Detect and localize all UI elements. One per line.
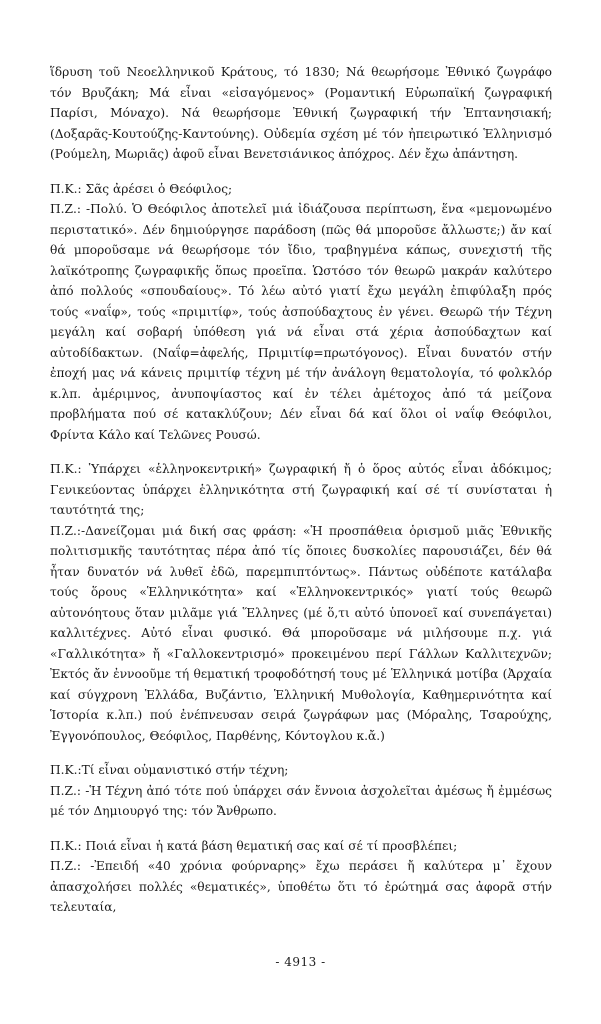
- answer-theophilos: Π.Ζ.: -Πολύ. Ὁ Θεόφιλος ἀποτελεῖ μιά ἰδιάζουσα περίπτωση, ἕνα «μεμονωμένο περιστατικό». Δέν δημιούργησε παράδοση (πῶς θά μποροῦσε ἄλλωστε;) ἄν καί θά μποροῦσαμε νά θεωρήσομε τόν ἴδιο, τραβηγμένα κάπως, συνεχιστή τῆς λαϊκότροπης ζωγραφικῆς ὅπως προεῖπα. Ὡστόσο τόν θεωρῶ μακράν καλύτερο ἀπό πολλούς «σπουδαίους». Τό λέω αὐτό γιατί ἔχω μεγάλη ἐπιφύλαξη πρός τούς «ναΐφ», τούς «πριμιτίφ», τούς ἀσπούδαχτους ἐν γένει. Θεωρῶ τήν Τέχνη μεγάλη καί σοβαρή ὑπόθεση γιά νά εἶναι στά χέρια ἀσπούδαχτων καί αὐτοδίδακτων. (Ναΐφ=ἀφελής, Πριμιτίφ=πρωτόγονος). Εἶναι δυνατόν στήν ἐποχή μας νά κάνεις πριμιτίφ τέχνη μέ τήν ἀνάλογη θεματολογία, τό φολκλόρ κ.λπ. ἀμέριμνος, ἀνυποψίαστος καί ἐν τέλει ἀμέτοχος ἀπό τά μείζονα προβλήματα πού σέ κατακλύζουν; Δέν εἶναι δά καί ὅλοι οἱ ναΐφ Θεόφιλοι, Φρίντα Κάλο καί Τελῶνες Ρουσώ.: [50, 202, 552, 442]
- page-number: - 4913 -: [275, 955, 326, 969]
- answer-humanist: Π.Ζ.: -Ἡ Τέχνη ἀπό τότε πού ὑπάρχει σάν ἔννοια ἀσχολεῖται ἀμέσως ἤ ἐμμέσως μέ τόν Δημιουργό της: τόν Ἄνθρωπο.: [50, 783, 552, 818]
- paragraph-opening: ἵδρυση τοῦ Νεοελληνικοῦ Κράτους, τό 1830; Νά θεωρήσομε Ἐθνικό ζωγράφο τόν Βρυζάκη; Μά εἶναι «εἰσαγόμενος» (Ρομαντική Εὐρωπαϊκή ζωγραφική Παρίσι, Μόναχο). Νά θεωρήσομε Ἐθνική ζωγραφική τήν Ἑπτανησιακή; (Δοξαρᾶς-Κουτούζης-Καντούνης). Οὐδεμία σχέση μέ τόν ἠπειρωτικό Ἑλληνισμό (Ρούμελη, Μωριᾶς) ἀφοῦ εἶναι Βενετσιάνικος ἀπόχρος. Δέν ἔχω ἀπάντηση.: [50, 65, 552, 161]
- body-text: [50, 62, 552, 918]
- question-theophilos: Π.Κ.: Σᾶς ἀρέσει ὁ Θεόφιλος;: [50, 181, 233, 196]
- question-thematic: Π.Κ.: Ποιά εἶναι ἡ κατά βάση θεματική σας καί σέ τί προσβλέπει;: [50, 838, 458, 853]
- question-hellenocentric: Π.Κ.: Ὑπάρχει «ἑλληνοκεντρική» ζωγραφική ἤ ὁ ὅρος αὐτός εἶναι ἀδόκιμος; Γενικεύοντας ὑπάρχει ἑλληνικότητα στή ζωγραφική καί σέ τί συνίσταται ἡ ταυτότητά της;: [50, 462, 552, 517]
- answer-thematic: Π.Ζ.: -Ἐπειδή «40 χρόνια φούρναρης» ἔχω περάσει ἤ καλύτερα μ᾽ ἔχουν ἀπασχολήσει πολλές «θεματικές», ὑποθέτω ὅτι τό ἐρώτημά σας ἀφορᾶ στήν τελευταία,: [50, 859, 552, 914]
- question-humanist: Π.Κ.:Τί εἶναι οὑμανιστικό στήν τέχνη;: [50, 763, 289, 777]
- answer-hellenocentric: Π.Ζ.:-Δανείζομαι μιά δική σας φράση: «Ἡ προσπάθεια ὁρισμοῦ μιᾶς Ἐθνικῆς πολιτισμικῆς ταυτότητας πέρα ἀπό τίς ὅποιες δυσκολίες παρουσιάζει, δέν θά ἦταν δυνατόν νά λυθεῖ ἐδῶ, παρεμπιπτόντως». Πάντως οὐδέποτε κατάλαβα τούς ὅρους «Ἑλληνικότητα» καί «Ἑλληνοκεντρικός» γιατί τούς θεωρῶ αὐτονόητους ὅταν μιλᾶμε γιά Ἕλληνες (μέ ὅ,τι αὐτό ὑπονοεῖ καί συνεπάγεται) καλλιτέχνες. Αὐτό εἶναι φυσικό. Θά μποροῦσαμε νά μιλήσουμε π.χ. γιά «Γαλλικότητα» ἤ «Γαλλοκεντρισμό» προκειμένου περί Γάλλων Καλλιτεχνῶν; Ἐκτός ἄν ἐννοοῦμε τή θεματική τροφοδότησή τους μέ Ἑλληνικά μοτίβα (Ἀρχαία καί σύγχρονη Ἑλλάδα, Βυζάντιο, Ἑλληνική Μυθολογία, Καθημερινότητα καί Ἱστορία κ.λπ.) πού ἐνέπνευσαν σειρά ζωγράφων μας (Μόραλης, Τσαρούχης, Ἐγγονόπουλος, Θεόφιλος, Παρθένης, Κόντογλου κ.ἄ.): [50, 523, 552, 743]
